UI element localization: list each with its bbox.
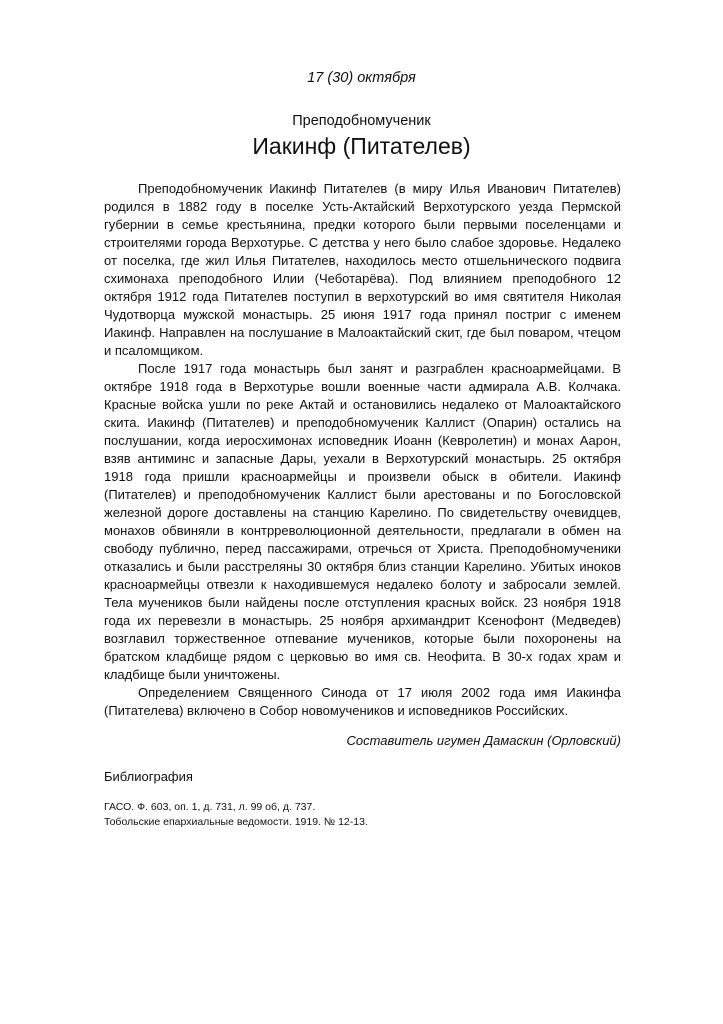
paragraph: После 1917 года монастырь был занят и разграблен красноармейцами. В октябре 1918 года в Верхотурье вошли военные части адмирала А.В. Колчака. Красные войска ушли по реке Актай и остановились недалеко от Малоактайского скита. Иакинф (Питателев) и преподобномученик Каллист (Опарин) остались на послушании, когда иеросхимонах исповедник Иоанн (Кевролетин) и монах Аарон, взяв антиминс и запасные Дары, уехали в Верхотурский монастырь. 25 октября 1918 года пришли красноармейцы и произвели обыск в обители. Иакинф (Питателев) и преподобномученик Каллист были арестованы и по Богословской железной дороге доставлены на станцию Карелино. По свидетельству очевидцев, монахов обвиняли в контрреволюционной деятельности, предлагали в обмен на свободу публично, перед пассажирами, отречься от Христа. Преподобномученики отказались и были расстреляны 30 октября близ станции Карелино. Убитых иноков красноармейцы отвезли к находившемуся недалеко болоту и забросали землей. Тела мучеников были найдены после отступления красных войск. 23 ноября 1918 года их перевезли в монастырь. 25 ноября архимандрит Ксенофонт (Медведев) возглавил торжественное отпевание мучеников, которые были похоронены на братском кладбище рядом с церковью во имя св. Неофита. В 30-х годах храм и кладбище были уничтожены. (104, 361, 621, 682)
author-credit: Составитель игумен Дамаскин (Орловский) (346, 733, 621, 748)
bibliography-item: Тобольские епархиальные ведомости. 1919. № 12-13. (104, 816, 368, 828)
bibliography-heading: Библиография (104, 769, 193, 784)
paragraph: Определением Священного Синода от 17 июля 2002 года имя Иакинфа (Питателева) включено в Собор новомучеников и исповедников Российских. (104, 685, 621, 718)
page-title: Иакинф (Питателев) (252, 133, 471, 159)
paragraph: Преподобномученик Иакинф Питателев (в миру Илья Иванович Питателев) родился в 1882 году в поселке Усть-Актайский Верхотурского уезда Пермской губернии в семье крестьянина, предки которого были первыми поселенцами и строителями города Верхотурье. С детства у него было слабое здоровье. Недалеко от поселка, где жил Илья Питателев, находилось место отшельнического подвига схимонаха преподобного Илии (Чеботарёва). Под влиянием преподобного 12 октября 1912 года Питателев поступил в верхотурский во имя святителя Николая Чудотворца мужской монастырь. 25 июня 1917 года принял постриг с именем Иакинф. Направлен на послушание в Малоактайский скит, где был поваром, чтецом и псаломщиком. (104, 181, 621, 358)
saint-rank: Преподобномученик (292, 113, 431, 129)
bibliography-list (104, 800, 621, 830)
feast-date: 17 (30) октября (307, 70, 416, 86)
biography-text (104, 180, 621, 720)
bibliography-item: ГАСО. Ф. 603, оп. 1, д. 731, л. 99 об, д. 737. (104, 801, 316, 813)
